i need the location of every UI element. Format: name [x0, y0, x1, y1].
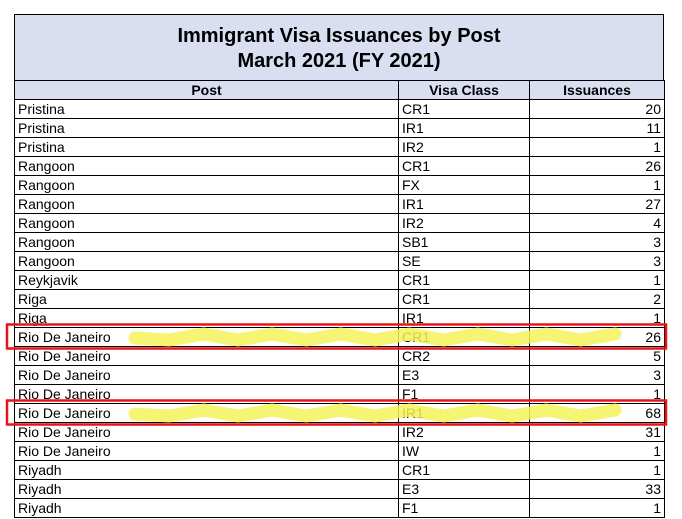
cell-issuances: 4 [530, 214, 665, 233]
cell-post: Riyadh [15, 499, 399, 518]
cell-issuances: 3 [530, 366, 665, 385]
cell-visa-class: IR2 [399, 138, 530, 157]
table-row [15, 385, 665, 404]
table-row [15, 347, 665, 366]
cell-post: Rio De Janeiro [15, 347, 399, 366]
cell-issuances: 20 [530, 100, 665, 119]
cell-visa-class: CR2 [399, 347, 530, 366]
table-row [15, 290, 665, 309]
cell-post: Rio De Janeiro [15, 442, 399, 461]
table-row [15, 119, 665, 138]
issuances-table [14, 80, 665, 518]
cell-visa-class: CR1 [399, 100, 530, 119]
table-row [15, 404, 665, 423]
cell-visa-class: CR1 [399, 461, 530, 480]
cell-visa-class: E3 [399, 366, 530, 385]
cell-visa-class: IR1 [399, 195, 530, 214]
table-row [15, 366, 665, 385]
cell-issuances: 27 [530, 195, 665, 214]
table-row [15, 442, 665, 461]
cell-visa-class: SB1 [399, 233, 530, 252]
table-row [15, 195, 665, 214]
cell-issuances: 1 [530, 385, 665, 404]
column-header-visa-class: Visa Class [399, 81, 530, 100]
table-row [15, 328, 665, 347]
cell-post: Rangoon [15, 176, 399, 195]
cell-post: Rio De Janeiro [15, 404, 399, 423]
table-row [15, 138, 665, 157]
cell-visa-class: CR1 [399, 328, 530, 347]
column-header-post: Post [15, 81, 399, 100]
cell-visa-class: IR2 [399, 214, 530, 233]
cell-issuances: 26 [530, 328, 665, 347]
cell-visa-class: FX [399, 176, 530, 195]
report-title: Immigrant Visa Issuances by Post [177, 25, 501, 47]
cell-issuances: 33 [530, 480, 665, 499]
table-row [15, 252, 665, 271]
cell-post: Rio De Janeiro [15, 385, 399, 404]
table-row [15, 214, 665, 233]
cell-issuances: 3 [530, 252, 665, 271]
cell-post: Reykjavik [15, 271, 399, 290]
table-row [15, 271, 665, 290]
cell-issuances: 26 [530, 157, 665, 176]
cell-post: Rio De Janeiro [15, 328, 399, 347]
cell-post: Riyadh [15, 461, 399, 480]
column-header-issuances: Issuances [530, 81, 665, 100]
table-header-row [15, 81, 665, 100]
cell-issuances: 11 [530, 119, 665, 138]
cell-post: Rangoon [15, 252, 399, 271]
cell-issuances: 68 [530, 404, 665, 423]
table-row [15, 100, 665, 119]
table-row [15, 423, 665, 442]
table-row [15, 461, 665, 480]
cell-visa-class: F1 [399, 385, 530, 404]
cell-post: Rangoon [15, 195, 399, 214]
table-row [15, 233, 665, 252]
cell-post: Pristina [15, 138, 399, 157]
cell-post: Pristina [15, 100, 399, 119]
cell-post: Rio De Janeiro [15, 366, 399, 385]
cell-issuances: 3 [530, 233, 665, 252]
cell-visa-class: IR1 [399, 119, 530, 138]
cell-issuances: 1 [530, 442, 665, 461]
cell-issuances: 1 [530, 138, 665, 157]
cell-visa-class: SE [399, 252, 530, 271]
cell-post: Rio De Janeiro [15, 423, 399, 442]
title-block [14, 14, 664, 80]
cell-issuances: 1 [530, 176, 665, 195]
table-row [15, 480, 665, 499]
table-body [15, 100, 665, 518]
cell-issuances: 1 [530, 271, 665, 290]
cell-visa-class: IR1 [399, 309, 530, 328]
cell-visa-class: CR1 [399, 290, 530, 309]
cell-visa-class: IW [399, 442, 530, 461]
cell-post: Riga [15, 309, 399, 328]
cell-visa-class: IR1 [399, 404, 530, 423]
table-row [15, 157, 665, 176]
cell-visa-class: CR1 [399, 271, 530, 290]
cell-issuances: 1 [530, 309, 665, 328]
cell-post: Rangoon [15, 214, 399, 233]
cell-issuances: 2 [530, 290, 665, 309]
cell-issuances: 1 [530, 461, 665, 480]
cell-visa-class: IR2 [399, 423, 530, 442]
cell-issuances: 1 [530, 499, 665, 518]
report-subtitle: March 2021 (FY 2021) [237, 50, 441, 72]
cell-issuances: 31 [530, 423, 665, 442]
cell-post: Rangoon [15, 157, 399, 176]
cell-issuances: 5 [530, 347, 665, 366]
cell-post: Riyadh [15, 480, 399, 499]
cell-visa-class: E3 [399, 480, 530, 499]
cell-post: Rangoon [15, 233, 399, 252]
cell-post: Riga [15, 290, 399, 309]
cell-post: Pristina [15, 119, 399, 138]
document-page [14, 14, 664, 518]
table-row [15, 176, 665, 195]
table-row [15, 499, 665, 518]
cell-visa-class: CR1 [399, 157, 530, 176]
table-row [15, 309, 665, 328]
cell-visa-class: F1 [399, 499, 530, 518]
